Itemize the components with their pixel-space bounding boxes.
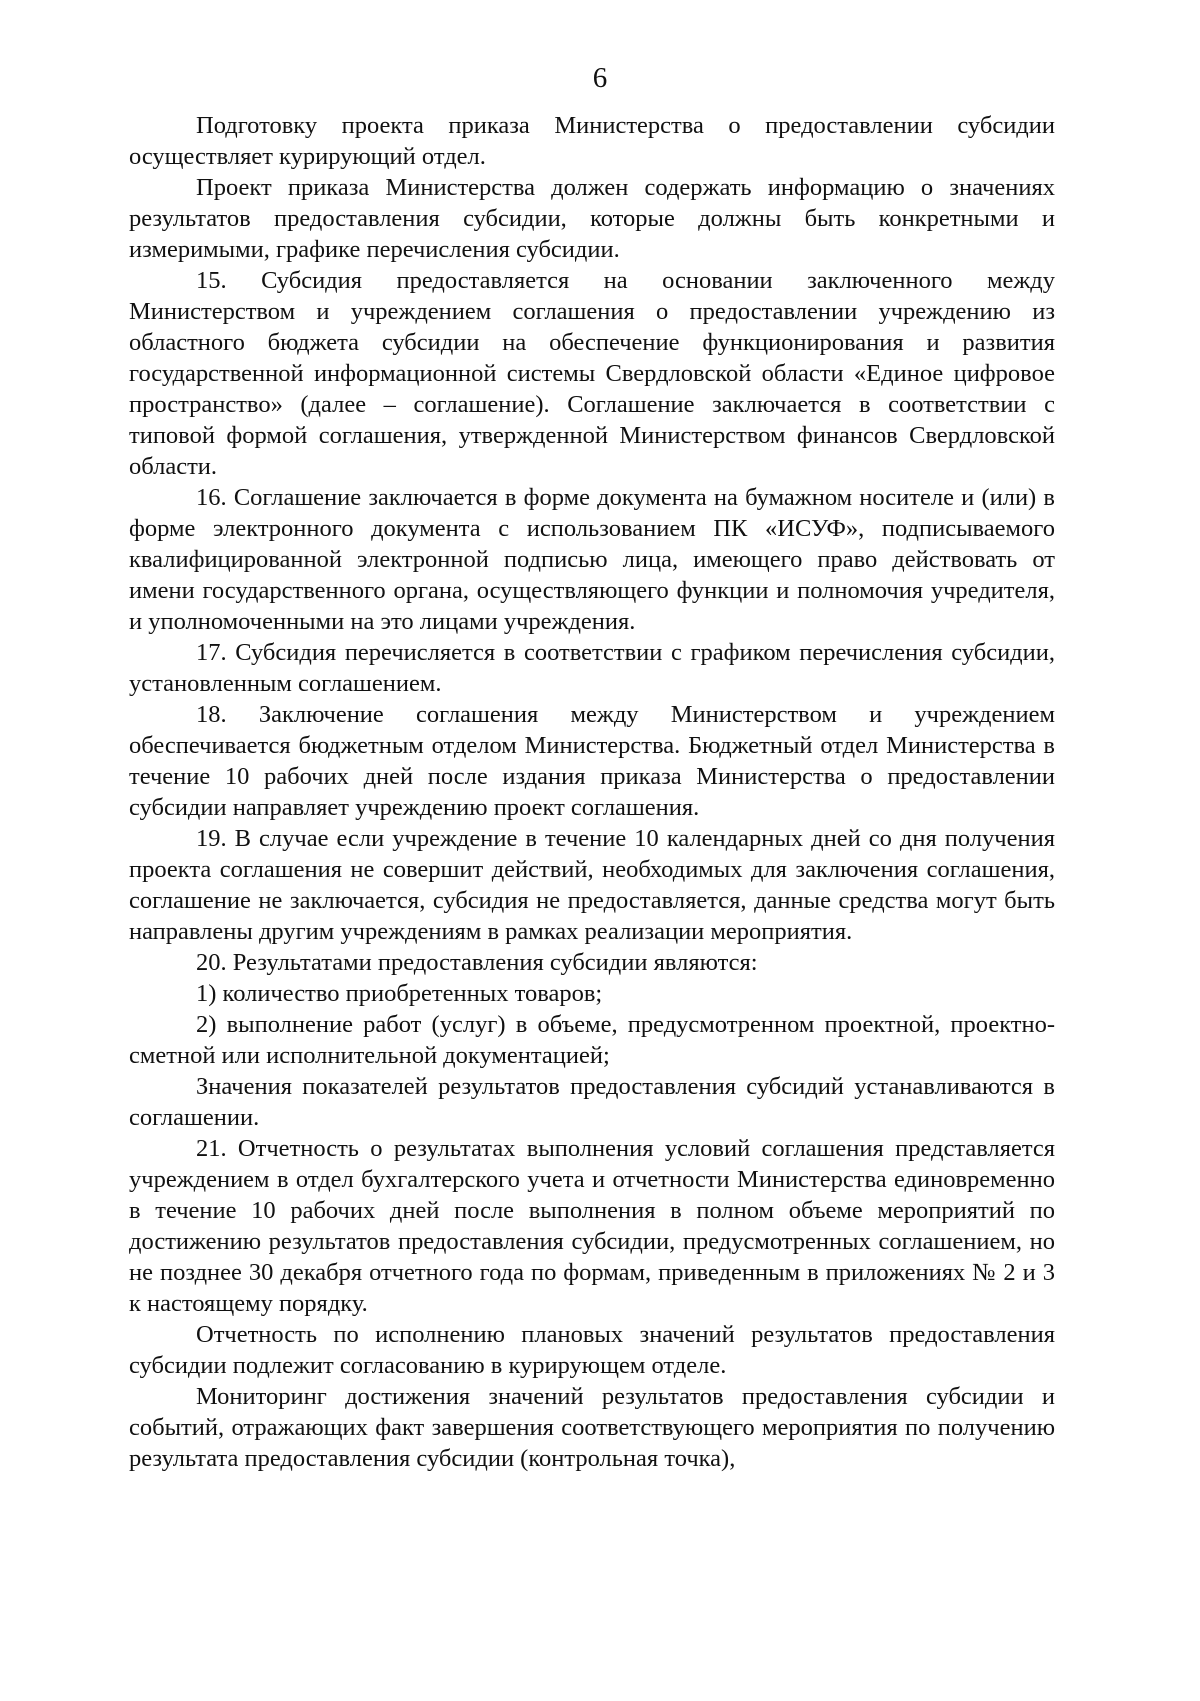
list-item-1: 1) количество приобретенных товаров; [196,980,603,1007]
paragraph-monitoring: Мониторинг достижения значений результатов предоставления субсидии и событий, отражающих факт завершения соответствующего мероприятия по получению результата предоставления субсидии (контрольная точка), [129,1383,1055,1472]
document-body [129,110,1055,1474]
paragraph-item-19: 19. В случае если учреждение в течение 10 календарных дней со дня получения проекта соглашения не совершит действий, необходимых для заключения соглашения, соглашение не заключается, субсидия не предоставляется, данные средства могут быть направлены другим учреждениям в рамках реализации мероприятия. [129,825,1055,945]
paragraph-item-20: 20. Результатами предоставления субсидии являются: [196,949,758,976]
paragraph-indicator-values: Значения показателей результатов предоставления субсидий устанавливаются в соглашении. [129,1073,1055,1131]
paragraph-item-17: 17. Субсидия перечисляется в соответствии с графиком перечисления субсидии, установленным соглашением. [129,639,1055,697]
paragraph-item-21: 21. Отчетность о результатах выполнения условий соглашения представляется учреждением в отдел бухгалтерского учета и отчетности Министерства единовременно в течение 10 рабочих дней после выполнения в полном объеме мероприятий по достижению результатов предоставления субсидии, предусмотренных соглашением, но не позднее 30 декабря отчетного года по формам, приведенным в приложениях № 2 и 3 к настоящему порядку. [129,1135,1055,1317]
paragraph-draft-order: Проект приказа Министерства должен содержать информацию о значениях результатов предоставления субсидии, которые должны быть конкретными и измеримыми, графике перечисления субсидии. [129,174,1055,263]
paragraph-reporting-approval: Отчетность по исполнению плановых значений результатов предоставления субсидии подлежит согласованию в курирующем отделе. [129,1321,1055,1379]
list-item-2: 2) выполнение работ (услуг) в объеме, предусмотренном проектной, проектно-сметной или исполнительной документацией; [129,1011,1055,1069]
paragraph-preparation: Подготовку проекта приказа Министерства о предоставлении субсидии осуществляет курирующий отдел. [129,112,1055,170]
paragraph-item-16: 16. Соглашение заключается в форме документа на бумажном носителе и (или) в форме электронного документа с использованием ПК «ИСУФ», подписываемого квалифицированной электронной подписью лица, имеющего право действовать от имени государственного органа, осуществляющего функции и полномочия учредителя, и уполномоченными на это лицами учреждения. [129,484,1055,635]
paragraph-item-15: 15. Субсидия предоставляется на основании заключенного между Министерством и учреждением соглашения о предоставлении учреждению из областного бюджета субсидии на обеспечение функционирования и развития государственной информационной системы Свердловской области «Единое цифровое пространство» (далее – соглашение). Соглашение заключается в соответствии с типовой формой соглашения, утвержденной Министерством финансов Свердловской области. [129,267,1055,480]
page-number: 6 [592,62,608,94]
paragraph-item-18: 18. Заключение соглашения между Министерством и учреждением обеспечивается бюджетным отделом Министерства. Бюджетный отдел Министерства в течение 10 рабочих дней после издания приказа Министерства о предоставлении субсидии направляет учреждению проект соглашения. [129,701,1055,821]
